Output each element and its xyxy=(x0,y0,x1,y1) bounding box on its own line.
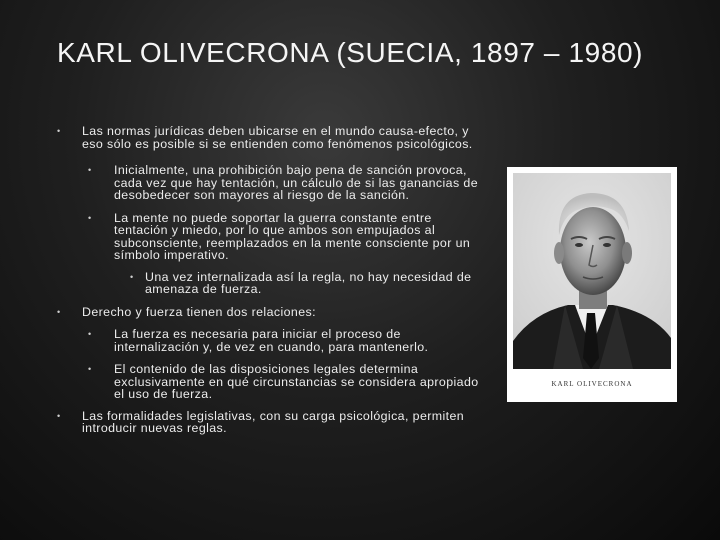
bullet-text: El contenido de las disposiciones legales determina exclusivamente en qué circunstancias se considera apropiado el uso de fuerza. xyxy=(114,362,479,401)
portrait-photo xyxy=(507,167,677,402)
bullet-text: La mente no puede soportar la guerra constante entre tentación y miedo, por lo que ambos son empujados al subconsciente, reemplazados en la mente consciente por un símbolo imperativo. xyxy=(114,210,471,262)
slide-title: KARL OLIVECRONA (SUECIA, 1897 – 1980) xyxy=(57,37,644,68)
bullet-item xyxy=(57,164,487,202)
bullet-text: Una vez internalizada así la regla, no hay necesidad de amenaza de fuerza. xyxy=(145,269,472,296)
bullet-icon: • xyxy=(57,410,61,421)
bullet-text: Las normas jurídicas deben ubicarse en el mundo causa-efecto, y eso sólo es posible si se entienden como fenómenos psicológicos. xyxy=(82,124,473,151)
portrait-image xyxy=(513,173,671,369)
bullet-icon: • xyxy=(88,329,92,339)
bullet-item xyxy=(57,271,487,296)
bullet-icon: • xyxy=(88,364,92,374)
bullet-text: Derecho y fuerza tienen dos relaciones: xyxy=(82,304,316,319)
bullet-item xyxy=(57,306,487,319)
bullet-icon: • xyxy=(57,306,61,317)
bullet-item xyxy=(57,125,487,150)
bullet-icon: • xyxy=(88,165,92,175)
bullet-text: Inicialmente, una prohibición bajo pena de sanción provoca, cada vez que hay tentación, un cálculo de si las ganancias de desobedecer son mayores al riesgo de la sanción. xyxy=(114,163,478,202)
bullet-item xyxy=(57,212,487,262)
bullet-icon: • xyxy=(88,212,92,223)
bullet-item xyxy=(57,410,487,435)
bullet-item xyxy=(57,363,487,401)
bullet-text: La fuerza es necesaria para iniciar el proceso de internalización y, de vez en cuando, para mantenerlo. xyxy=(114,327,429,354)
bullet-item xyxy=(57,328,487,353)
photo-caption: KARL OLIVECRONA xyxy=(551,380,633,388)
bullet-text: Las formalidades legislativas, con su carga psicológica, permiten introducir nuevas reglas. xyxy=(82,408,465,435)
bullet-icon: • xyxy=(57,126,61,136)
bullet-icon: • xyxy=(130,271,134,282)
bullet-list xyxy=(57,125,487,435)
